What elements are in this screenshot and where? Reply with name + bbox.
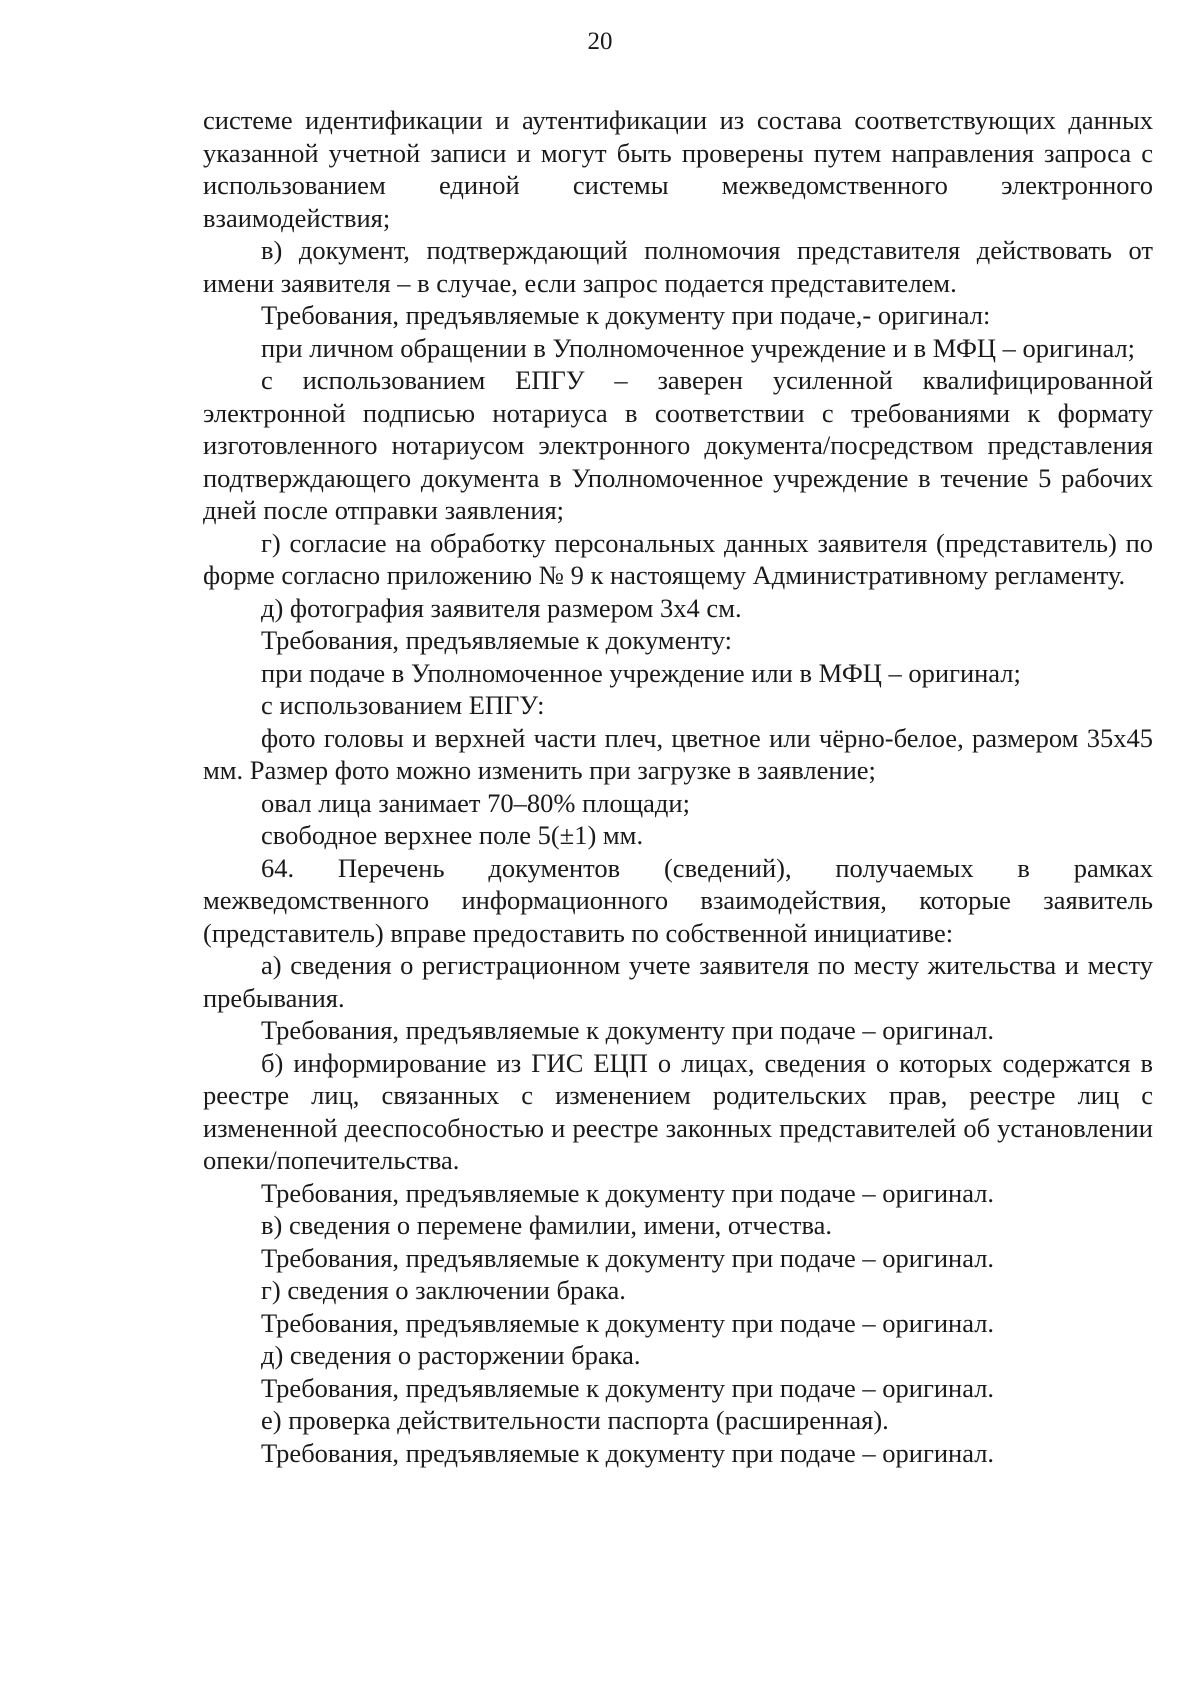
paragraph-item-d-photo: д) фотография заявителя размером 3х4 см.: [261, 592, 742, 623]
paragraph-item-d-divorce: д) сведения о расторжении брака.: [261, 1340, 641, 1370]
paragraph-in-person: при личном обращении в Уполномоченное учреждение и в МФЦ – оригинал;: [261, 332, 1136, 363]
paragraph-photo-face-oval: овал лица занимает 70–80% площади;: [261, 787, 690, 818]
paragraph-requirements-a: Требования, предъявляемые к документу при подаче – оригинал.: [261, 1015, 995, 1045]
paragraph-epgu-notary: с использованием ЕПГУ – заверен усиленной квалифицированной электронной подписью нотариуса в соответствии с требованиями к формату изготовленного нотариусом электронного документа/посредством представления подтверждающего документа в Уполномоченное учреждение в течение 5 рабочих дней после отправки заявления;: [203, 365, 1153, 525]
paragraph-item-g-consent: г) согласие на обработку персональных данных заявителя (представитель) по форме согласно приложению № 9 к настоящему Административному регламенту.: [203, 527, 1153, 590]
paragraph-photo-head-shoulders: фото головы и верхней части плеч, цветное или чёрно-белое, размером 35х45 мм. Размер фото можно изменить при загрузке в заявление;: [203, 722, 1153, 785]
paragraph-requirements-d: Требования, предъявляемые к документу при подаче – оригинал.: [261, 1372, 995, 1403]
paragraph-photo-requirements: Требования, предъявляемые к документу:: [261, 625, 733, 655]
paragraph-photo-epgu: с использованием ЕПГУ:: [261, 690, 545, 720]
paragraph-requirements-e: Требования, предъявляемые к документу при подаче – оригинал.: [261, 1437, 995, 1468]
paragraph-item-v-name-change: в) сведения о перемене фамилии, имени, отчества.: [261, 1210, 833, 1240]
paragraph-photo-in-person: при подаче в Уполномоченное учреждение или в МФЦ – оригинал;: [261, 657, 1021, 688]
paragraph-item-v-representative-authority: в) документ, подтверждающий полномочия представителя действовать от имени заявителя – в случае, если запрос подается представителем.: [203, 235, 1153, 298]
document-body: [203, 104, 1153, 1469]
paragraph-item-e-passport-check: е) проверка действительности паспорта (расширенная).: [261, 1405, 889, 1435]
paragraph-requirements-g: Требования, предъявляемые к документу при подаче – оригинал.: [261, 1307, 995, 1338]
paragraph-requirements-original: Требования, предъявляемые к документу при подаче,- оригинал:: [261, 300, 991, 330]
paragraph-requirements-b: Требования, предъявляемые к документу при подаче – оригинал.: [261, 1177, 995, 1208]
paragraph-item-64-list: 64. Перечень документов (сведений), получаемых в рамках межведомственного информационного взаимодействия, которые заявитель (представитель) вправе предоставить по собственной инициативе:: [203, 852, 1153, 948]
paragraph-requirements-v: Требования, предъявляемые к документу при подаче – оригинал.: [261, 1242, 995, 1273]
paragraph-item-b-gis-ecp: б) информирование из ГИС ЕЦП о лицах, сведения о которых содержатся в реестре лиц, связанных с изменением родительских прав, реестре лиц с измененной дееспособностью и реестре законных представителей об установлении опеки/попечительства.: [203, 1047, 1153, 1175]
page-number: 20: [587, 28, 613, 55]
paragraph-item-a-registration: а) сведения о регистрационном учете заявителя по месту жительства и месту пребывания.: [203, 950, 1153, 1013]
paragraph-photo-top-margin: свободное верхнее поле 5(±1) мм.: [261, 820, 644, 850]
paragraph-continuation: системе идентификации и аутентификации из состава соответствующих данных указанной учетной записи и могут быть проверены путем направления запроса с использованием единой системы межведомственного электронного взаимодействия;: [203, 105, 1153, 233]
paragraph-item-g-marriage: г) сведения о заключении брака.: [261, 1275, 626, 1305]
